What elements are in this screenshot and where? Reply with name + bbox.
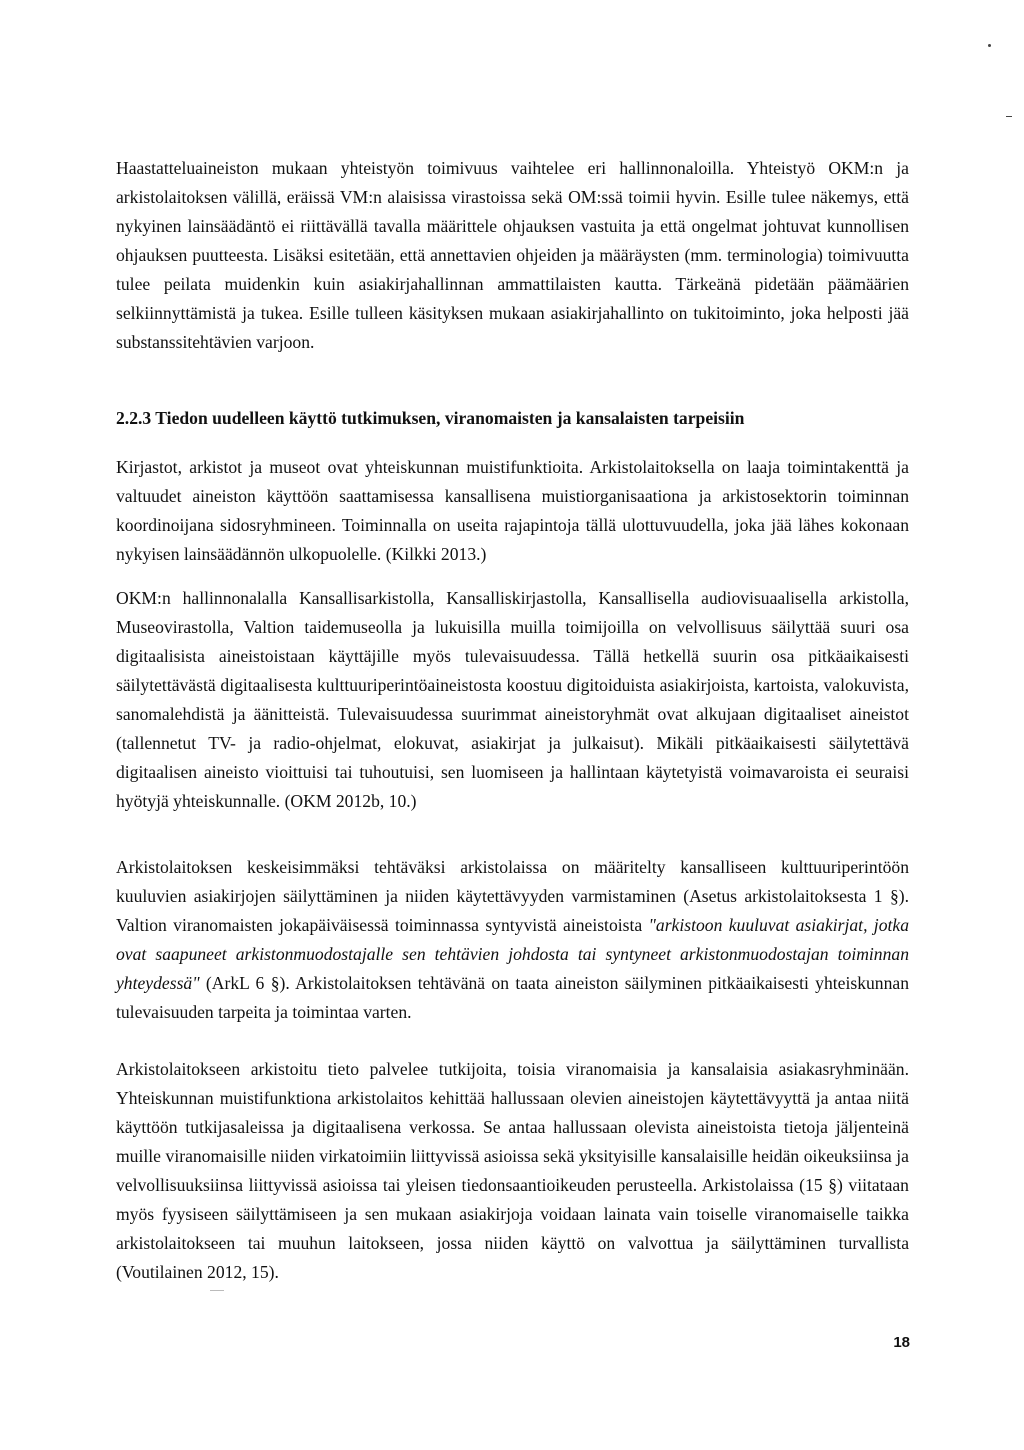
paragraph-okm-digital-heritage: OKM:n hallinnonalalla Kansallisarkistolla, Kansalliskirjastolla, Kansallisella audiovisuaalisella arkistolla, Museovirastolla, Valtion taidemuseolla ja lukuisilla muilla toimijoilla on velvollisuus säilyttää suuri osa digitaalisista aineistoistaan käyttäjille myös tulevaisuudessa. Tällä hetkellä suurin osa pitkäaikaisesti säilytettävästä digitaalisesta kulttuuriperintöaineistosta koostuu digitoiduista asiakirjoista, kartoista, valokuvista, sanomalehdistä ja äänitteistä. Tulevaisuudessa suurimmat aineistoryhmät ovat alkujaan digitaaliset aineistot (tallennetut TV- ja radio-ohjelmat, elokuvat, asiakirjat ja julkaisut). Mikäli pitkäaikaisesti säilytettävä digitaalisen aineisto vioittuisi tai tuhoutuisi, sen luomiseen ja hallintaan käytetyistä voimavaroista ei seuraisi hyötyjä yhteiskunnalle. (OKM 2012b, 10.)	[116, 588, 909, 811]
paragraph-text-segment: ). Valtion viranomaisten jokapäiväisessä toiminnassa syntyvistä aineistoista	[116, 886, 909, 935]
paragraph-text-segment: Arkistolaitokseen arkistoitu tieto palvelee tutkijoita, toisia viranomaisia ja kansalaisia asiakasryhminään. Yhteiskunnan muistifunktiona arkistolaitos kehittää hallussaan olevien aineistojen käytettävyyttä ja antaa niitä käyttöön tutkijasaleissa ja digitaalisena verkossa. Se antaa hallussaan olevista aineistoista tietoja jäljenteinä muille viranomaisille niiden virkatoimiin liittyvissä asioissa sekä yksityisille kansalaisille heidän oikeuksiinsa ja velvollisuuksiinsa liittyvissä asioissa tai yleisen tiedonsaantioikeuden perusteella. Arkistolaissa (15	[116, 1059, 909, 1195]
page-number: 18	[893, 1334, 910, 1351]
section-sign-symbol: §	[828, 1175, 837, 1195]
paragraph-text-segment: (ArkL 6	[199, 973, 271, 993]
paragraph-text-segment: Arkistolaitoksen keskeisimmäksi tehtäväksi arkistolaissa on määritelty kansalliseen kulttuuriperintöön kuuluvien asiakirjojen säilyttäminen ja niiden käytettävyyden varmistaminen (Asetus arkistolaitoksesta 1	[116, 857, 909, 906]
paragraph-cooperation-findings: Haastatteluaineiston mukaan yhteistyön toimivuus vaihtelee eri hallinnonaloilla. Yhteistyö OKM:n ja arkistolaitoksen välillä, eräissä VM:n alaisissa virastoissa sekä OM:ssä toimii hyvin. Esille tulee näkemys, että nykyinen lainsäädäntö ei riittävällä tavalla määrittele ohjauksen vastuita ja että ongelmat johtuvat kunnollisen ohjauksen puutteesta. Lisäksi esitetään, että annettavien ohjeiden ja määräysten (mm. terminologia) toimivuutta tulee peilata muidenkin kuin asiakirjahallinnan ammattilaisten kautta. Tärkeänä pidetään päämäärien selkiinnyttämistä ja tukea. Esille tulleen käsityksen mukaan asiakirjahallinto on tukitoiminto, joka helposti jää substanssitehtävien varjoon.	[116, 158, 909, 352]
section-sign-symbol: §	[889, 886, 899, 906]
paragraph-archive-services	[116, 1055, 909, 1287]
paragraph-memory-functions: Kirjastot, arkistot ja museot ovat yhteiskunnan muistifunktioita. Arkistolaitoksella on laaja toimintakenttä ja valtuudet aineiston käyttöön saattamisessa kansallisena muistiorganisaationa ja arkistosektorin toiminnan koordinoijana sidosryhmineen. Toiminnalla on useita rajapintoja tällä ulottuvuudella, joka jää lähes kokonaan nykyisen lainsäädännön ulkopuolelle. (Kilkki 2013.)	[116, 457, 909, 564]
scan-underline-mark	[210, 1290, 224, 1291]
paragraph-text-segment: ) viitataan myös fyysiseen säilyttämiseen ja sen mukaan asiakirjoja voidaan lainata vain toiselle viranomaiselle taikka arkistolaitokseen tai muuhun laitokseen, jossa niiden käyttö on valvottua ja säilyttäminen turvallista (Voutilainen 2012, 15).	[116, 1175, 909, 1282]
law-quotation: "arkistoon kuuluvat asiakirjat, jotka ovat saapuneet arkistonmuodostajalle sen tehtävien johdosta tai syntyneet arkistonmuodostajan toiminnan yhteydessä"	[116, 915, 909, 993]
section-heading-2-2-3: 2.2.3 Tiedon uudelleen käyttö tutkimuksen, viranomaisten ja kansalaisten tarpeisiin	[116, 408, 745, 428]
scan-dash-mark	[1006, 116, 1012, 117]
paragraph-text-segment: ). Arkistolaitoksen tehtävänä on taata aineiston säilyminen pitkäaikaisesti yhteiskunnan tulevaisuuden tarpeita ja toimintaa varten.	[116, 973, 910, 1022]
section-sign-symbol: §	[270, 973, 280, 993]
scan-dot-mark	[988, 44, 991, 47]
paragraph-archive-core-task	[116, 853, 909, 1027]
